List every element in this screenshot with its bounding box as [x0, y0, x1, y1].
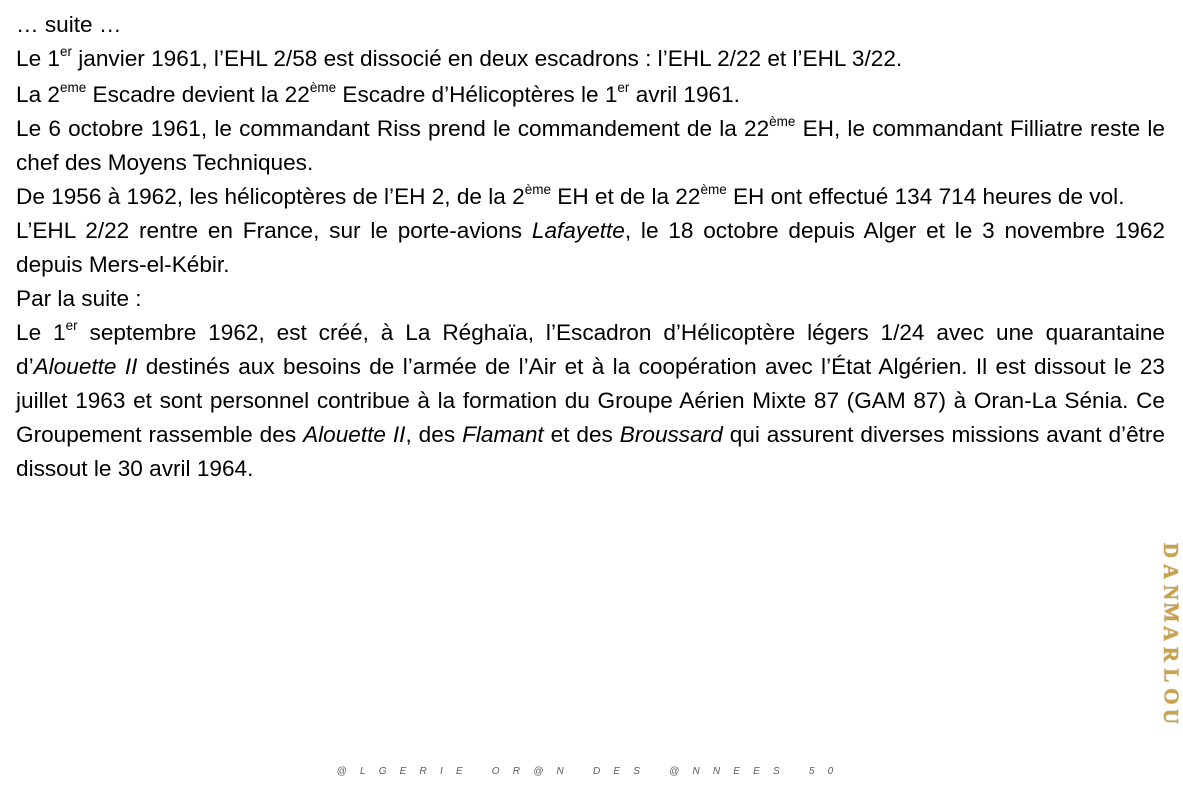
p7-aircraft-3: Flamant — [462, 422, 544, 447]
signature-letter: L — [1159, 668, 1183, 683]
p7-text-e: et des — [543, 422, 620, 447]
p4-superscript-1: ème — [524, 182, 551, 198]
p1-text-b: janvier 1961, l’EHL 2/58 est dissocié en deux escadrons : l’EHL 2/22 et l’EHL 3/22. — [72, 46, 903, 71]
p5-ship-name: Lafayette — [531, 218, 625, 243]
p3-text-a: Le 6 octobre 1961, le commandant Riss prend le commandement de la 22 — [16, 116, 770, 141]
p7-superscript: er — [65, 318, 78, 334]
p7-aircraft-2: Alouette II — [303, 422, 406, 447]
p7-text-f: qui assurent diverses missions avant d’être dissout le 30 avril 1964. — [16, 422, 1166, 481]
paragraph-6: Par la suite : — [16, 286, 142, 311]
signature-letter: N — [1159, 584, 1183, 600]
footer-caption: @LGERIE OR@N DES @NNEES 50 — [336, 766, 847, 777]
p7-aircraft-4: Broussard — [619, 422, 723, 447]
p2-superscript-1: eme — [59, 80, 87, 96]
signature-letter: A — [1159, 563, 1183, 579]
p2-text-a: La 2 — [16, 82, 60, 107]
signature-letter: M — [1159, 602, 1183, 623]
p7-text-b: septembre 1962, est créé, à La Réghaïa, l’Escadron d’Hélicoptère légers 1/24 avec une quarantaine d’ — [16, 320, 1165, 379]
p7-text-d: , des — [405, 422, 463, 447]
heading-suite: … suite … — [16, 12, 122, 37]
p2-text-d: avril 1961. — [629, 82, 740, 107]
p4-text-c: EH ont effectué 134 714 heures de vol. — [726, 184, 1125, 209]
p5-text-b: , le 18 octobre depuis Alger et le 3 novembre 1962 depuis Mers-el-Kébir. — [16, 218, 1165, 277]
p4-text-b: EH et de la 22 — [550, 184, 701, 209]
paragraph-5 — [16, 214, 1165, 282]
paragraph-1 — [16, 42, 1165, 76]
p2-superscript-2: ème — [309, 80, 337, 96]
p2-text-b: Escadre devient la 22 — [86, 82, 310, 107]
p2-text-c: Escadre d’Hélicoptères le 1 — [336, 82, 618, 107]
signature-letter: U — [1159, 709, 1183, 725]
p1-superscript: er — [59, 44, 72, 60]
p4-text-a: De 1956 à 1962, les hélicoptères de l’EH 2, de la 2 — [16, 184, 525, 209]
p7-text-a: Le 1 — [16, 320, 66, 345]
signature-letter: A — [1159, 626, 1183, 642]
p4-superscript-2: ème — [700, 182, 727, 198]
signature-letter: D — [1159, 542, 1183, 558]
p1-text-a: Le 1 — [16, 46, 60, 71]
paragraph-2 — [16, 78, 1165, 112]
p7-text-c: destinés aux besoins de l’armée de l’Air et à la coopération avec l’État Algérien. Il est dissout le 23 juillet 1963 et sont personnel contribue à la formation du Groupe Aérien Mixte 87 (GAM 87) à Oran-La Sénia. Ce Groupement rassemble des — [16, 354, 1165, 447]
paragraph-7 — [16, 316, 1165, 486]
p7-aircraft-1: Alouette II — [33, 354, 138, 379]
document-body — [16, 8, 1165, 486]
p3-superscript: ème — [769, 114, 796, 130]
p5-text-a: L’EHL 2/22 rentre en France, sur le porte-avions — [16, 218, 532, 243]
p3-text-b: EH, le commandant Filliatre reste le chef des Moyens Techniques. — [16, 116, 1165, 175]
signature-letter: O — [1159, 687, 1183, 705]
author-signature — [1160, 540, 1182, 727]
paragraph-4 — [16, 180, 1165, 214]
signature-letter: R — [1159, 646, 1183, 662]
paragraph-3 — [16, 112, 1165, 180]
p2-superscript-3: er — [617, 80, 630, 96]
